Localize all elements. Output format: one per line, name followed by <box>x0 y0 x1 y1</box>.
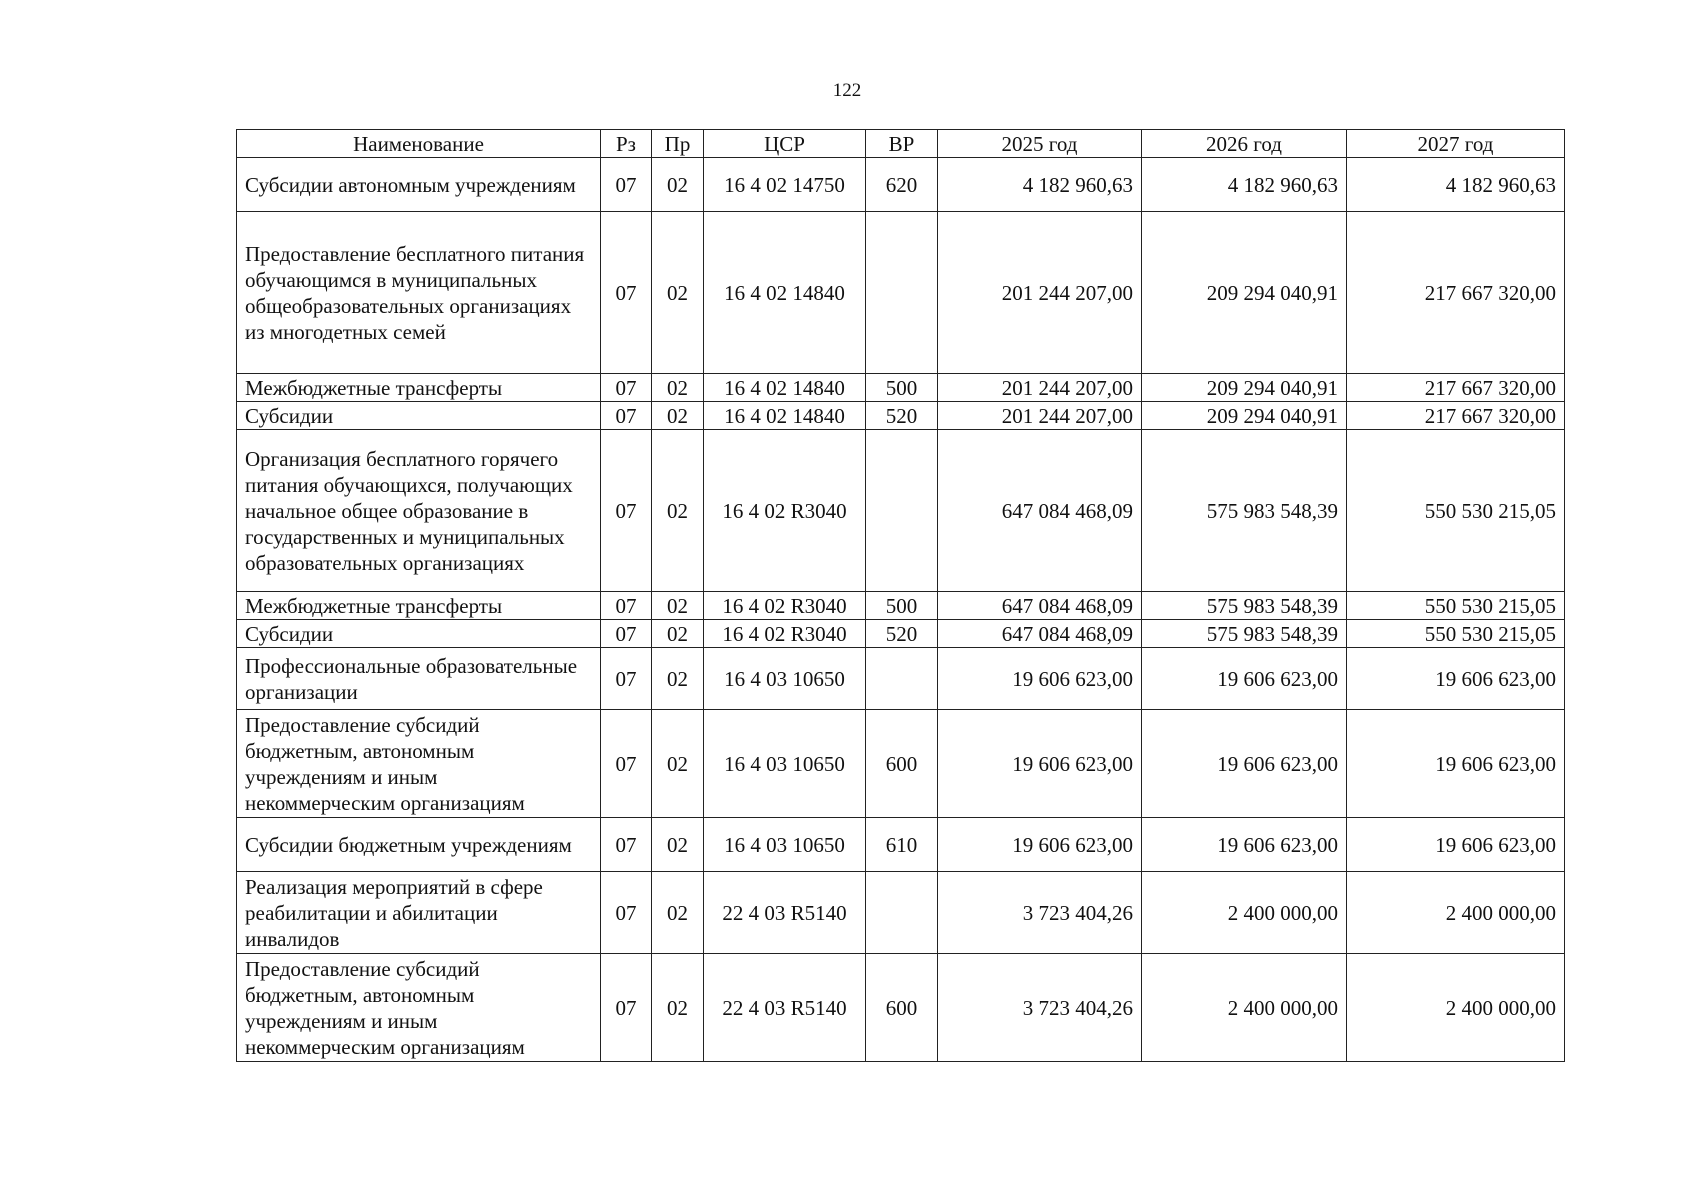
cell-name: Межбюджетные трансферты <box>237 374 601 402</box>
cell-pr: 02 <box>652 158 704 212</box>
cell-csr: 16 4 03 10650 <box>704 710 866 818</box>
cell-vr: 620 <box>866 158 938 212</box>
cell-2027: 2 400 000,00 <box>1347 954 1565 1062</box>
cell-name: Предоставление бесплатного питания обучающимся в муниципальных общеобразовательных организациях из многодетных семей <box>237 212 601 374</box>
cell-2026: 19 606 623,00 <box>1142 648 1347 710</box>
cell-name: Предоставление субсидий бюджетным, автономным учреждениям и иным некоммерческим организациям <box>237 954 601 1062</box>
cell-2027: 19 606 623,00 <box>1347 818 1565 872</box>
cell-2027: 19 606 623,00 <box>1347 648 1565 710</box>
cell-2027: 217 667 320,00 <box>1347 402 1565 430</box>
cell-rz: 07 <box>601 592 652 620</box>
cell-2027: 2 400 000,00 <box>1347 872 1565 954</box>
cell-2025: 19 606 623,00 <box>938 818 1142 872</box>
cell-2027: 550 530 215,05 <box>1347 592 1565 620</box>
header-2025: 2025 год <box>938 130 1142 158</box>
table-row <box>237 374 1565 402</box>
cell-pr: 02 <box>652 402 704 430</box>
cell-rz: 07 <box>601 954 652 1062</box>
table-row <box>237 872 1565 954</box>
cell-vr: 500 <box>866 374 938 402</box>
cell-name: Реализация мероприятий в сфере реабилитации и абилитации инвалидов <box>237 872 601 954</box>
header-vr: ВР <box>866 130 938 158</box>
cell-vr: 600 <box>866 710 938 818</box>
cell-csr: 22 4 03 R5140 <box>704 872 866 954</box>
cell-2026: 575 983 548,39 <box>1142 620 1347 648</box>
cell-name: Субсидии <box>237 402 601 430</box>
cell-vr <box>866 648 938 710</box>
cell-vr: 520 <box>866 620 938 648</box>
cell-2026: 19 606 623,00 <box>1142 710 1347 818</box>
cell-2025: 647 084 468,09 <box>938 592 1142 620</box>
header-csr: ЦСР <box>704 130 866 158</box>
table-row <box>237 402 1565 430</box>
header-2027: 2027 год <box>1347 130 1565 158</box>
header-2026: 2026 год <box>1142 130 1347 158</box>
cell-2025: 19 606 623,00 <box>938 710 1142 818</box>
table-row <box>237 648 1565 710</box>
cell-2027: 217 667 320,00 <box>1347 374 1565 402</box>
cell-csr: 16 4 02 R3040 <box>704 430 866 592</box>
cell-name: Организация бесплатного горячего питания обучающихся, получающих начальное общее образование в государственных и муниципальных образовательных организациях <box>237 430 601 592</box>
cell-2025: 19 606 623,00 <box>938 648 1142 710</box>
cell-csr: 16 4 02 14840 <box>704 212 866 374</box>
cell-vr: 610 <box>866 818 938 872</box>
cell-rz: 07 <box>601 158 652 212</box>
table-row <box>237 212 1565 374</box>
cell-2025: 647 084 468,09 <box>938 620 1142 648</box>
cell-2026: 209 294 040,91 <box>1142 374 1347 402</box>
cell-pr: 02 <box>652 430 704 592</box>
cell-rz: 07 <box>601 620 652 648</box>
header-name: Наименование <box>237 130 601 158</box>
cell-rz: 07 <box>601 212 652 374</box>
cell-2025: 647 084 468,09 <box>938 430 1142 592</box>
cell-2027: 550 530 215,05 <box>1347 620 1565 648</box>
cell-2026: 209 294 040,91 <box>1142 212 1347 374</box>
budget-table <box>236 129 1565 1062</box>
cell-rz: 07 <box>601 648 652 710</box>
cell-pr: 02 <box>652 710 704 818</box>
cell-name: Субсидии <box>237 620 601 648</box>
header-row <box>237 130 1565 158</box>
cell-vr: 500 <box>866 592 938 620</box>
cell-2025: 3 723 404,26 <box>938 954 1142 1062</box>
cell-name: Предоставление субсидий бюджетным, автономным учреждениям и иным некоммерческим организациям <box>237 710 601 818</box>
cell-name: Профессиональные образовательные организации <box>237 648 601 710</box>
cell-pr: 02 <box>652 592 704 620</box>
cell-2026: 4 182 960,63 <box>1142 158 1347 212</box>
cell-csr: 16 4 02 14840 <box>704 374 866 402</box>
cell-2025: 3 723 404,26 <box>938 872 1142 954</box>
table-row <box>237 158 1565 212</box>
cell-2025: 4 182 960,63 <box>938 158 1142 212</box>
cell-2027: 550 530 215,05 <box>1347 430 1565 592</box>
cell-csr: 16 4 03 10650 <box>704 818 866 872</box>
cell-rz: 07 <box>601 430 652 592</box>
cell-vr: 520 <box>866 402 938 430</box>
cell-2025: 201 244 207,00 <box>938 374 1142 402</box>
cell-pr: 02 <box>652 374 704 402</box>
cell-2026: 19 606 623,00 <box>1142 818 1347 872</box>
page-number: 122 <box>832 80 862 101</box>
cell-name: Субсидии бюджетным учреждениям <box>237 818 601 872</box>
cell-2025: 201 244 207,00 <box>938 402 1142 430</box>
table-row <box>237 592 1565 620</box>
cell-pr: 02 <box>652 620 704 648</box>
cell-csr: 16 4 02 R3040 <box>704 592 866 620</box>
cell-pr: 02 <box>652 648 704 710</box>
table-row <box>237 710 1565 818</box>
header-rz: Рз <box>601 130 652 158</box>
table-row <box>237 954 1565 1062</box>
cell-csr: 16 4 03 10650 <box>704 648 866 710</box>
cell-2026: 575 983 548,39 <box>1142 592 1347 620</box>
cell-2027: 217 667 320,00 <box>1347 212 1565 374</box>
cell-2026: 209 294 040,91 <box>1142 402 1347 430</box>
cell-pr: 02 <box>652 872 704 954</box>
table-row <box>237 818 1565 872</box>
cell-csr: 16 4 02 R3040 <box>704 620 866 648</box>
cell-rz: 07 <box>601 374 652 402</box>
cell-vr <box>866 430 938 592</box>
cell-pr: 02 <box>652 212 704 374</box>
cell-2027: 19 606 623,00 <box>1347 710 1565 818</box>
cell-rz: 07 <box>601 402 652 430</box>
cell-rz: 07 <box>601 818 652 872</box>
cell-2026: 2 400 000,00 <box>1142 872 1347 954</box>
cell-2026: 2 400 000,00 <box>1142 954 1347 1062</box>
cell-vr <box>866 212 938 374</box>
cell-2025: 201 244 207,00 <box>938 212 1142 374</box>
cell-csr: 16 4 02 14750 <box>704 158 866 212</box>
cell-name: Межбюджетные трансферты <box>237 592 601 620</box>
cell-2027: 4 182 960,63 <box>1347 158 1565 212</box>
cell-csr: 22 4 03 R5140 <box>704 954 866 1062</box>
cell-name: Субсидии автономным учреждениям <box>237 158 601 212</box>
cell-2026: 575 983 548,39 <box>1142 430 1347 592</box>
cell-vr: 600 <box>866 954 938 1062</box>
header-pr: Пр <box>652 130 704 158</box>
table-row <box>237 430 1565 592</box>
cell-csr: 16 4 02 14840 <box>704 402 866 430</box>
cell-pr: 02 <box>652 954 704 1062</box>
cell-vr <box>866 872 938 954</box>
cell-rz: 07 <box>601 710 652 818</box>
cell-rz: 07 <box>601 872 652 954</box>
table-row <box>237 620 1565 648</box>
cell-pr: 02 <box>652 818 704 872</box>
